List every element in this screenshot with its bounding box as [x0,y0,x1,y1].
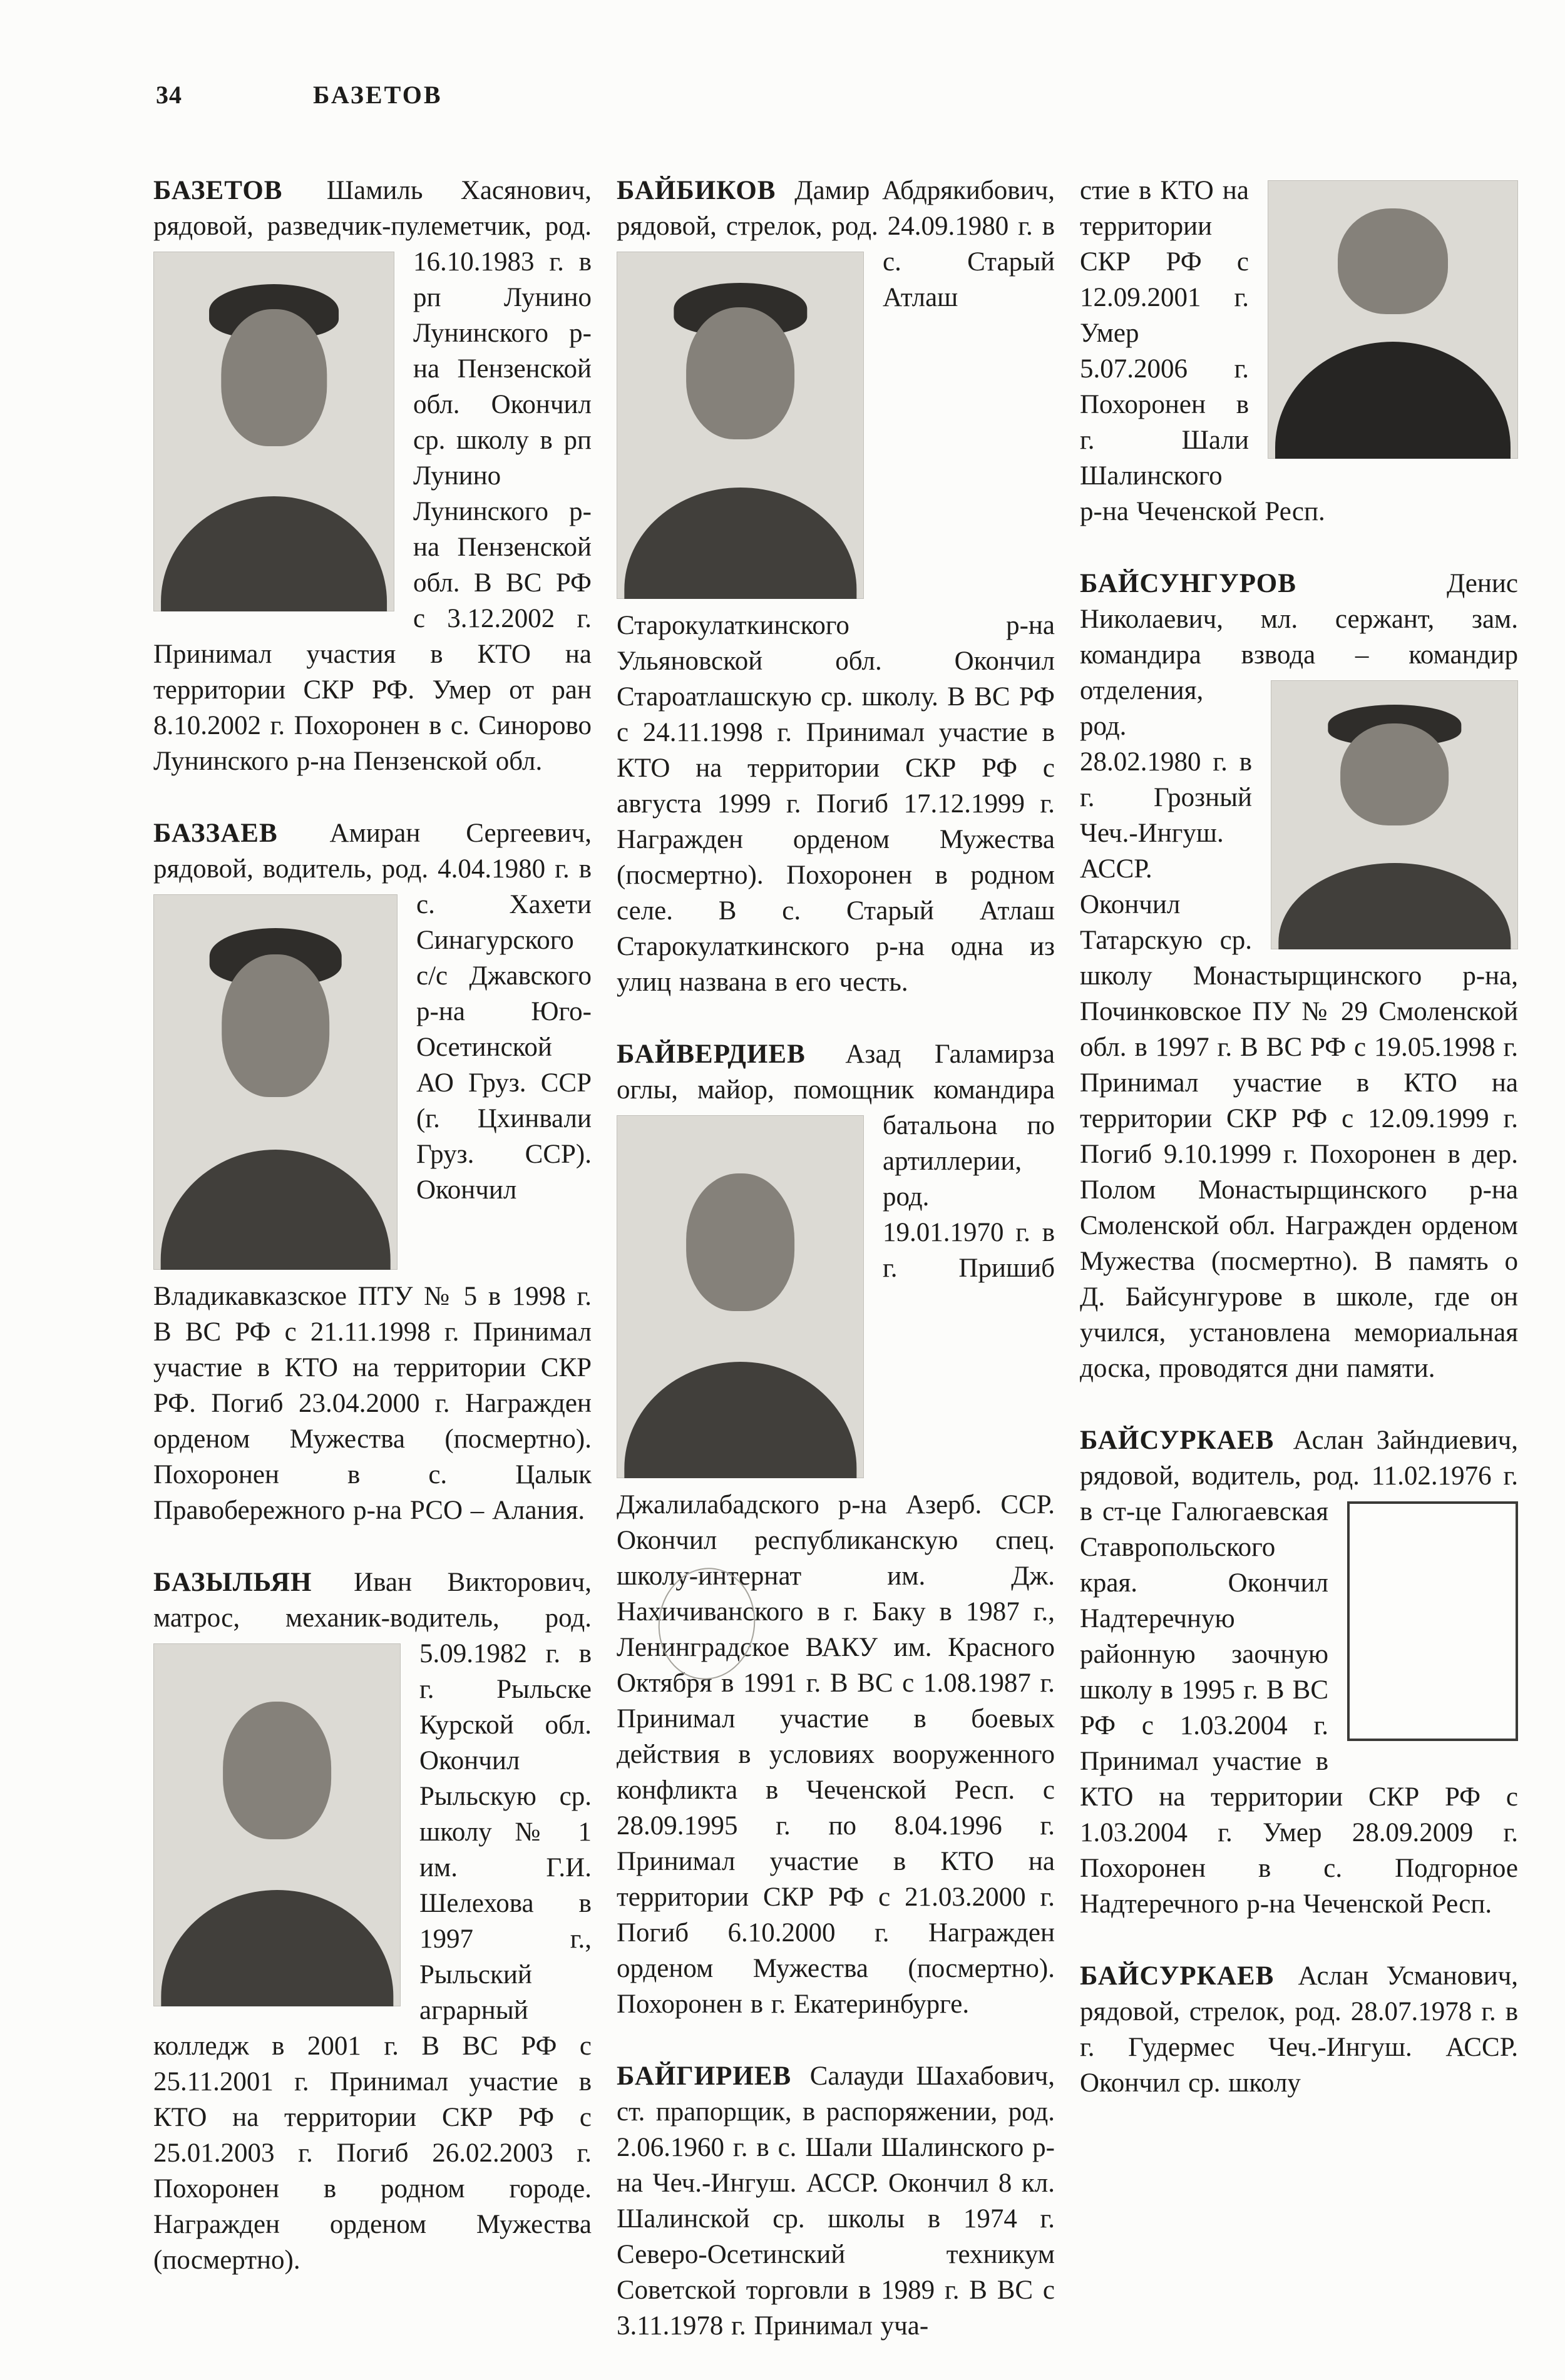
column-2 [617,173,1055,2380]
portrait-photo-baybikov [617,252,864,599]
entry-bazzaev [153,815,592,1528]
portrait-photo-bazetov [153,252,394,611]
entry-intro: Денис Николаевич, мл. сержант, зам. командира взвода – [1080,569,1518,670]
entry-body: 11.02.1976 г. в ст-це Галюгаевская Ставропольского края. Окончил Надтеречную районную заочную школу в 1995 г. В ВС РФ с 1.03.2004 г. Принимал участие в КТО на территории СКР РФ с 1.03.2004 г. Умер 28.09.2009 г. Похоронен в с. Подгорное Надтеречного р-на Чеченской Респ. [1080,1461,1518,1919]
entry-paragraph [153,815,592,1528]
entry-body: род. 5.09.1982 г. в г. Рыльске Курской обл. Окончил Рыльскую ср. школу № 1 им. Г.И. Шелехова в 1997 г., Рыльский аграрный колледж в 2001 г. В ВС РФ с 25.11.2001 г. Принимал участие в КТО на территории СКР РФ с 25.01.2003 г. Погиб 26.02.2003 г. Похоронен в родном городе. Награжден орденом Мужества (посмертно). [153,1603,592,2275]
entry-paragraph [1080,566,1518,1386]
photo-head-shape [222,954,329,1097]
page-number: 34 [156,81,182,109]
photo-torso-shape [624,1362,856,1478]
entry-surname: БАЙСУНГУРОВ [1080,569,1296,598]
portrait-photo-bazzaev [153,894,398,1270]
portrait-photo-baysungurov [1271,680,1518,949]
photo-torso-shape [1278,863,1511,949]
portrait-photo-bazylyan [153,1643,401,2006]
entry-intro: Дамир Абдрякибович, рядовой, стрелок, род. [617,176,1055,241]
entry-baysurkaev-1 [1080,1422,1518,1922]
page-header [153,80,1518,118]
photo-torso-shape [1275,342,1511,459]
photo-head-shape [223,1702,332,1839]
entry-paragraph [617,1036,1055,2022]
entry-baysungurov [1080,566,1518,1386]
entry-intro: Аслан Зайндиевич, рядовой, водитель, род. [1080,1426,1518,1491]
entry-body: стие в КТО на территории СКР РФ с 12.09.2001 г. Умер 5.07.2006 г. Похоронен в г. Шали Шалинского р-на Чеченской Респ. [1080,176,1325,526]
entry-body: командира батальона по артиллерии, род. 19.01.1970 г. в г. Пришиб Джалилабадского р-на Азерб. ССР. Окончил республиканскую спец. школу-интернат им. Дж. Нахичиванского в г. Баку в 1987 г., Ленинградское ВАКУ им. Красного Октября в 1991 г. В ВС с 1.08.1987 г. Принимал участие в боевых действия в условиях вооруженного конфликта в Чеченской Респ. с 28.09.1995 г. по 8.04.1996 г. Принимал участие в КТО на территории СКР РФ с 21.03.2000 г. Погиб 6.10.2000 г. Награжден орденом Мужества (посмертно). Похоронен в г. Екатеринбурге. [617,1075,1055,2019]
entry-surname: БАЙВЕРДИЕВ [617,1039,806,1069]
photo-head-shape [1340,723,1449,825]
empty-photo-frame [1347,1501,1518,1741]
entry-paragraph [1080,1422,1518,1922]
entry-baybikov [617,173,1055,1000]
entry-body: командир отделения, род. 28.02.1980 г. в г. Грозный Чеч.-Ингуш. АССР. Окончил Татарскую ср. школу Монастырщинского р-на, Починковское ПУ № 29 Смоленской обл. в 1997 г. В ВС РФ с 19.05.1998 г. Принимал участие в КТО на территории СКР РФ с 12.09.1999 г. Погиб 9.10.1999 г. Похоронен в дер. Полом Монастырщинского р-на Смоленской обл. Награжден орденом Мужества (посмертно). В память о Д. Байсунгурове в школе, где он учился, установлена мемориальная доска, проводятся дни памяти. [1080,640,1518,1383]
running-head: БАЗЕТОВ [313,81,443,109]
entry-surname: БАЗЕТОВ [153,176,283,205]
entry-paragraph [153,173,592,779]
photo-torso-shape [624,488,856,599]
entry-intro: Аслан Усманович, рядовой, стрелок, род. 28.07.1978 г. в г. Гудермес Чеч.-Ингуш. АССР. Окончил ср. школу [1080,1961,1518,2098]
photo-torso-shape [161,496,387,611]
entry-intro: Иван Викторович, матрос, механик-водитель, [153,1568,592,1633]
entry-body: с. Хахети Синагурского с/с Джавского р-на Юго-Осетинской АО Груз. ССР (г. Цхинвали Груз. ССР). Окончил Владикавказское ПТУ № 5 в 1998 г. В ВС РФ с 21.11.1998 г. Принимал участие в КТО на территории СКР РФ. Погиб 23.04.2000 г. Награжден орденом Мужества (посмертно). Похоронен в с. Цалык Правобережного р-на РСО – Алания. [153,890,592,1525]
entry-surname: БАЗЫЛЬЯН [153,1568,312,1597]
entry-intro: Азад Галамирза оглы, майор, помощник [617,1039,1055,1105]
portrait-photo-bayverdiev [617,1115,864,1478]
entry-surname: БАЙСУРКАЕВ [1080,1961,1275,1991]
entry-body: 24.09.1980 г. в с. Старый Атлаш Старокулаткинского р-на Ульяновской обл. Окончил Староатлашскую ср. школу. В ВС РФ с 24.11.1998 г. Принимал участие в КТО на территории СКР РФ с августа 1999 г. Погиб 17.12.1999 г. Награжден орденом Мужества (посмертно). Похоронен в родном селе. В с. Старый Атлаш Старокулаткинского р-на одна из улиц названа в его честь. [617,212,1055,997]
photo-head-shape [686,307,795,439]
photo-head-shape [221,309,327,446]
photo-head-shape [1338,208,1448,314]
photo-torso-shape [161,1890,393,2006]
entry-surname: БАЙБИКОВ [617,176,776,205]
text-columns [153,173,1518,2380]
column-3 [1080,173,1518,2137]
entry-paragraph [617,2058,1055,2344]
entry-intro: Салауди Шахабович, ст. прапорщик, в распоряжении, род. 2.06.1960 г. в с. Шали Шалинского р-на Чеч.-Ингуш. АССР. Окончил 8 кл. Шалинской ср. школы в 1974 г. Северо-Осетинский техникум Советской торговли в 1989 г. В ВС с 3.11.1978 г. Принимал уча- [617,2061,1055,2341]
entry-baygiriev [617,2058,1055,2344]
portrait-photo-baygiriev [1268,180,1518,459]
entry-intro: Шамиль Хасянович, рядовой, разведчик-пулеметчик, [153,176,592,241]
photo-head-shape [686,1173,795,1311]
entry-paragraph [617,173,1055,1000]
entry-surname: БАЗЗАЕВ [153,819,278,848]
entry-baygiriev-continuation [1080,173,1518,529]
entry-bazylyan [153,1565,592,2278]
entry-surname: БАЙГИРИЕВ [617,2061,792,2091]
entry-body: род. 16.10.1983 г. в рп Лунино Лунинского р-на Пензенской обл. Окончил ср. школу в рп Лунино Лунинского р-на Пензенской обл. В ВС РФ с 3.12.2002 г. Принимал участия в КТО на территории СКР РФ. Умер от ран 8.10.2002 г. Похоронен в с. Синорово Лунинского р-на Пензенской обл. [153,212,592,776]
entry-intro: Амиран Сергеевич, рядовой, водитель, род. 4.04.1980 г. в [153,819,592,884]
entry-paragraph [153,1565,592,2278]
entry-paragraph [1080,173,1518,529]
entry-paragraph [1080,1958,1518,2101]
entry-surname: БАЙСУРКАЕВ [1080,1426,1275,1455]
photo-torso-shape [161,1150,391,1270]
column-1 [153,173,592,2314]
entry-baysurkaev-2 [1080,1958,1518,2101]
entry-bayverdiev [617,1036,1055,2022]
entry-bazetov [153,173,592,779]
